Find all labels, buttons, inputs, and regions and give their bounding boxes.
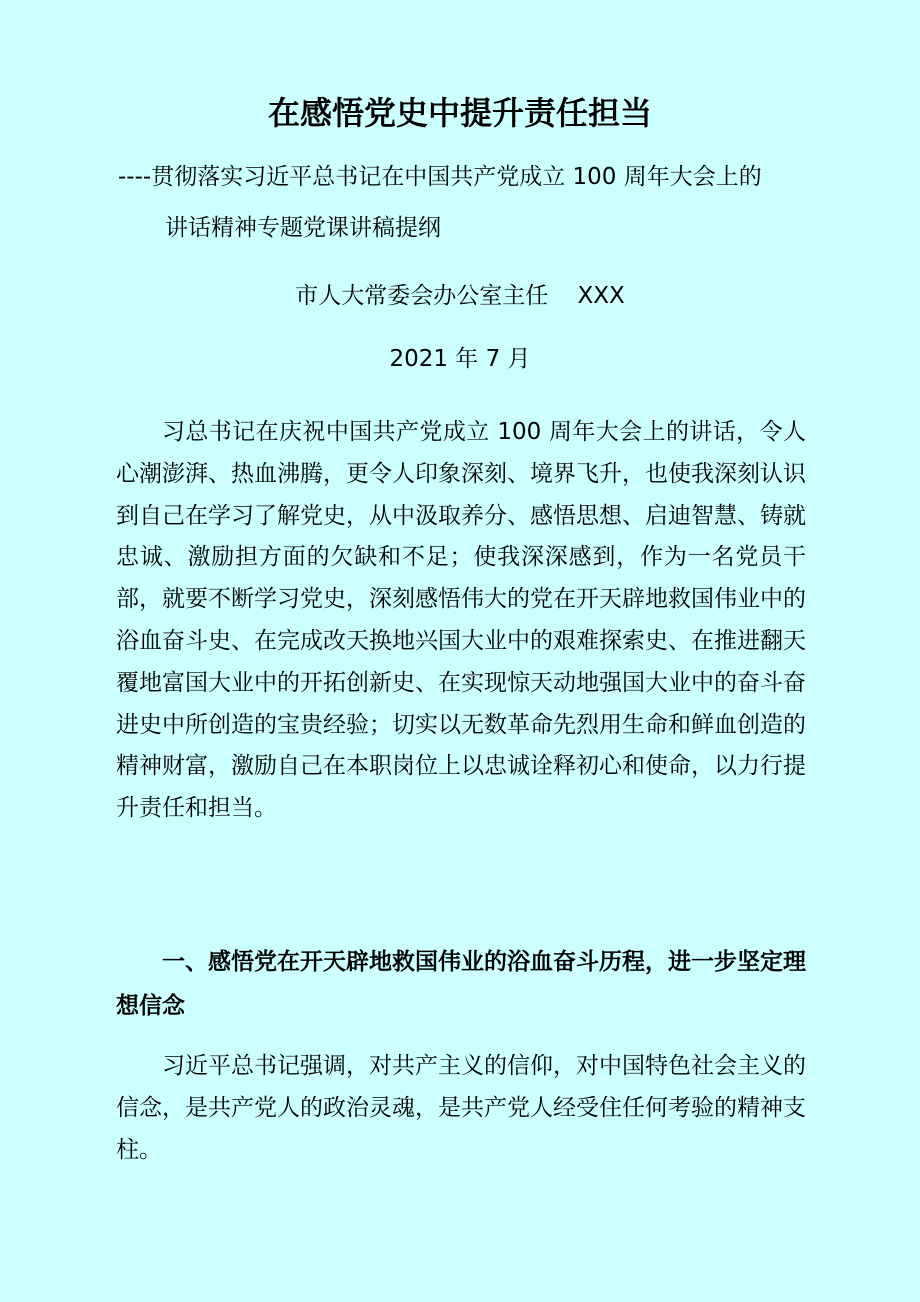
document-title: 在感悟党史中提升责任担当 (267, 94, 652, 132)
document-date: 2021 年 7 月 (389, 346, 531, 372)
document-subtitle-line1: ----贯彻落实习近平总书记在中国共产党成立 100 周年大会上的 (118, 164, 762, 190)
body-paragraph-1: 习总书记在庆祝中国共产党成立 100 周年大会上的讲话，令人心潮澎湃、热血沸腾，更令人印象深刻、境界飞升，也使我深刻认识到自己在学习了解党史，从中汲取养分、感悟思想、启迪智慧、铸就忠诚、激励担方面的欠缺和不足；使我深深感到，作为一名党员干部，就要不断学习党史，深刻感悟伟大的党在开天辟地救国伟业中的浴血奋斗史、在完成改天换地兴国大业中的艰难探索史、在推进翻天覆地富国大业中的开拓创新史、在实现惊天动地强国大业中的奋斗奋进史中所创造的宝贵经验；切实以无数革命先烈用生命和鲜血创造的精神财富，激励自己在本职岗位上以忠诚诠释初心和使命，以力行提升责任和担当。 (116, 419, 806, 822)
document-subtitle-line2: 讲话精神专题党课讲稿提纲 (165, 215, 441, 241)
document-author: 市人大常委会办公室主任 XXX (295, 283, 625, 309)
section-heading-1: 一、感悟党在开天辟地救国伟业的浴血奋斗历程，进一步坚定理想信念 (116, 949, 806, 1019)
body-paragraph-2: 习近平总书记强调，对共产主义的信仰，对中国特色社会主义的信念，是共产党人的政治灵魂，是共产党人经受住任何考验的精神支柱。 (116, 1053, 806, 1163)
